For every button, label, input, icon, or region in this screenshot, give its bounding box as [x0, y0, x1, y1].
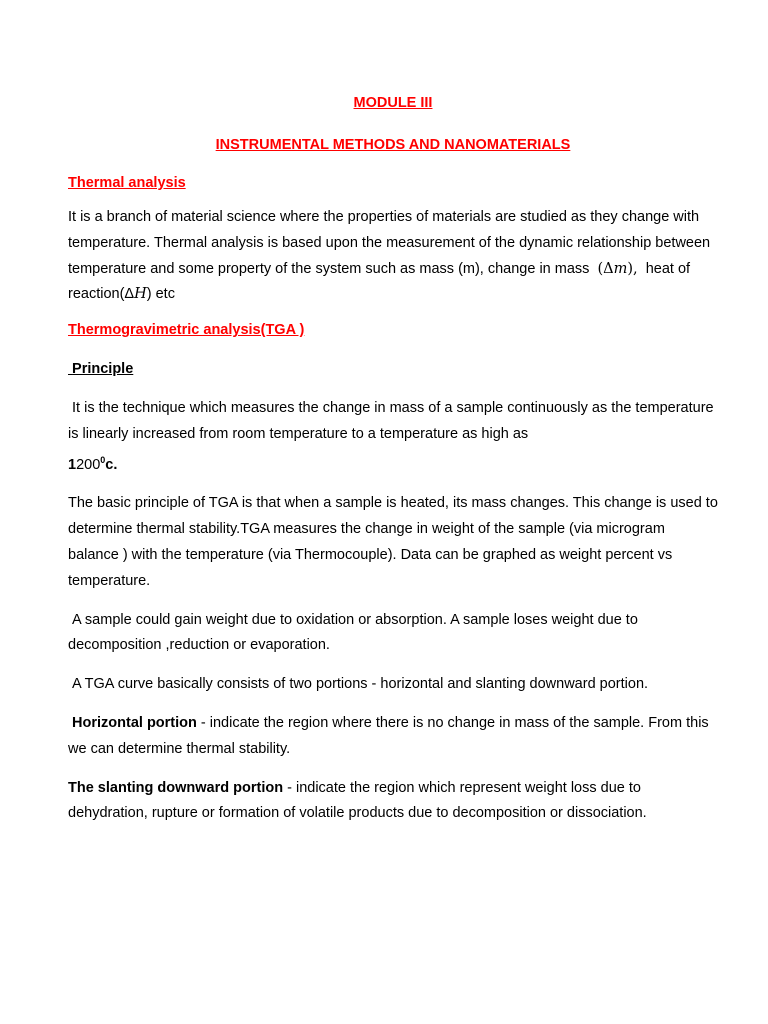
- thermal-para-end: ) etc: [146, 286, 175, 303]
- thermal-analysis-section: [68, 171, 718, 308]
- temperature-unit: c.: [105, 456, 118, 473]
- chapter-title: INSTRUMENTAL METHODS AND NANOMATERIALS: [215, 137, 571, 153]
- slanting-portion-label: The slanting downward portion: [68, 779, 284, 796]
- thermal-analysis-heading: Thermal analysis: [68, 175, 186, 191]
- thermal-analysis-text: It is a branch of material science where the properties of materials are studied as they change with temperature. Thermal analysis is based upon the measurement of the dynamic relationship between temperature and some property of the system such as mass (m), change in mass: [68, 209, 711, 277]
- slanting-portion-paragraph: [68, 776, 718, 828]
- temperature-value: 200: [76, 456, 101, 473]
- delta-m-close: ),: [627, 260, 638, 277]
- tga-heading: Thermogravimetric analysis(TGA ): [68, 322, 305, 339]
- thermal-analysis-paragraph: [68, 205, 718, 308]
- tga-curve-paragraph: [68, 672, 718, 698]
- principle-heading-text: Principle: [72, 361, 134, 378]
- horizontal-portion-label: Horizontal portion: [72, 714, 197, 731]
- delta-m-open: (Δ: [597, 260, 614, 277]
- tga-curve-text: A TGA curve basically consists of two portions - horizontal and slanting downward portion.: [72, 676, 649, 693]
- slanting-portion-text: - indicate the region which represent weight loss due to dehydration, rupture or formation of volatile products due to decomposition or dissociation.: [68, 779, 647, 822]
- horizontal-portion-text: - indicate the region where there is no change in mass of the sample. From this we can determine thermal stability.: [68, 714, 709, 757]
- heat-of-reaction-text: heat of reaction(Δ: [68, 260, 691, 303]
- delta-h-var: H: [134, 286, 147, 303]
- document-page: [68, 92, 718, 839]
- principle-heading: [68, 357, 718, 381]
- module-heading: MODULE III: [353, 95, 433, 111]
- horizontal-portion-paragraph: [68, 711, 718, 763]
- temperature-value-bold: 1: [68, 456, 77, 473]
- tga-definition-text: It is the technique which measures the change in mass of a sample continuously as the temperature is linearly increased from room temperature to a temperature as high as: [68, 400, 714, 442]
- tga-definition-paragraph: [68, 396, 718, 478]
- tga-principle-paragraph: The basic principle of TGA is that when a sample is heated, its mass changes. This change is used to determine thermal stability.TGA measures the change in weight of the sample (via microgram balance ) with the temperature (via Thermocouple). Data can be graphed as weight percent vs temperature.: [68, 495, 718, 589]
- weight-change-text: A sample could gain weight due to oxidation or absorption. A sample loses weight due to decomposition ,reduction or evaporation.: [68, 611, 638, 654]
- weight-change-paragraph: [68, 608, 718, 660]
- tga-section: [68, 318, 718, 827]
- delta-m-var: m: [613, 260, 628, 277]
- temperature-degree: 0: [100, 454, 106, 465]
